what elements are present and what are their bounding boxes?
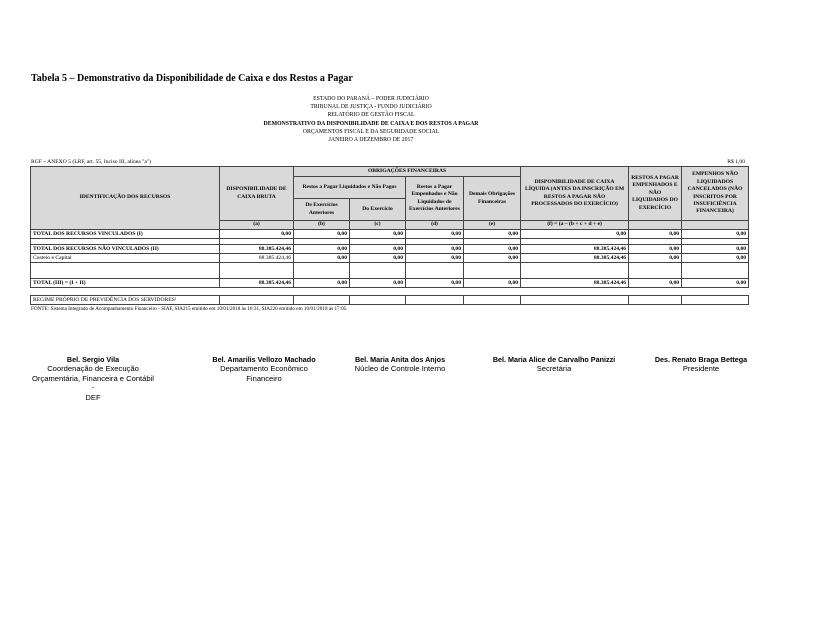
cell-value: 0,00 bbox=[682, 230, 749, 239]
table-row bbox=[31, 296, 749, 305]
row-label: TOTAL (III) = (I + II) bbox=[31, 279, 220, 288]
cell-value: 0,00 bbox=[294, 279, 350, 288]
source-note: FONTE: Sistema Integrado de Acompanhamento Financeiro - SIAF, SIA215 emitido em 10/01/2018 às 16:31, SIA220 emitido em 10/01/2018 às 17:05. bbox=[31, 306, 348, 312]
cell-value: 0,00 bbox=[682, 254, 749, 263]
signatory-name: Bel. Sergio Vila bbox=[66, 355, 120, 364]
header-line: DEMONSTRATIVO DA DISPONIBILIDADE DE CAIXA E DOS RESTOS A PAGAR bbox=[263, 120, 479, 127]
col-header-exercicios-anteriores: De Exercícios Anteriores bbox=[294, 199, 350, 221]
cell-value: 0,00 bbox=[629, 245, 682, 254]
cell-value: 0,00 bbox=[350, 245, 406, 254]
cell-value: 0,00 bbox=[294, 230, 350, 239]
cell-value: 0,00 bbox=[464, 230, 521, 239]
cell-value: 0,00 bbox=[629, 254, 682, 263]
cell-value: 0,00 bbox=[629, 230, 682, 239]
currency-unit: R$ 1,00 bbox=[727, 159, 745, 165]
signatory-role: Coordenação de Execução bbox=[47, 364, 139, 374]
col-header-disponibilidade: DISPONIBILIDADE DE CAIXA BRUTA bbox=[220, 167, 294, 221]
cell-value: 0,00 bbox=[220, 230, 294, 239]
col-label-b: (b) bbox=[294, 221, 350, 230]
regime-table bbox=[30, 295, 749, 305]
row-label: TOTAL DOS RECURSOS NÃO VINCULADOS (II) bbox=[31, 245, 220, 254]
cell-value: 0,00 bbox=[350, 254, 406, 263]
cell-value: 88.385.424,46 bbox=[521, 245, 629, 254]
signature-block bbox=[342, 355, 458, 374]
cash-availability-table bbox=[30, 166, 749, 288]
cell-value: 0,00 bbox=[350, 279, 406, 288]
page-title: Tabela 5 – Demonstrativo da Disponibilidade de Caixa e dos Restos a Pagar bbox=[31, 73, 353, 84]
signatory-role: Orçamentária, Financeira e Contábil - bbox=[32, 373, 154, 393]
cell-value: 0,00 bbox=[464, 254, 521, 263]
signatory-name: Bel. Maria Alice de Carvalho Panizzi bbox=[492, 355, 616, 364]
signatory-name: Des. Renato Braga Bettega bbox=[654, 355, 748, 364]
cell-value: 0,00 bbox=[406, 254, 464, 263]
row-label: Custeio e Capital bbox=[31, 254, 220, 263]
signatory-role: Departamento Econômico bbox=[220, 364, 308, 374]
signatory-role: Secretária bbox=[536, 364, 572, 374]
col-header-identificacao: IDENTIFICAÇÃO DOS RECURSOS bbox=[31, 167, 220, 230]
spacer-row bbox=[31, 263, 749, 279]
table-row bbox=[31, 254, 749, 263]
cell-value: 88.385.424,46 bbox=[220, 245, 294, 254]
col-header-demais: Demais Obrigações Financeiras bbox=[464, 177, 521, 221]
signatory-role: Financeiro bbox=[246, 373, 282, 383]
cell-value: 0,00 bbox=[406, 279, 464, 288]
cell-value: 0,00 bbox=[464, 279, 521, 288]
table-row bbox=[31, 245, 749, 254]
col-label-c: (c) bbox=[350, 221, 406, 230]
col-header-restos-liquidados: Restos a Pagar Liquidados e Não Pagos bbox=[294, 177, 406, 199]
signature-block bbox=[30, 355, 156, 402]
row-label: TOTAL DOS RECURSOS VINCULADOS (I) bbox=[31, 230, 220, 239]
col-label-blank bbox=[682, 221, 749, 230]
report-header bbox=[150, 95, 592, 144]
header-line: TRIBUNAL DE JUSTIÇA - FUNDO JUDICIÁRIO bbox=[310, 104, 432, 111]
cell-value: 88.385.424,46 bbox=[521, 254, 629, 263]
col-label-blank bbox=[629, 221, 682, 230]
cell-value: 0,00 bbox=[521, 230, 629, 239]
cell-value: 88.385.424,46 bbox=[521, 279, 629, 288]
table-row bbox=[31, 279, 749, 288]
cell-value: 0,00 bbox=[294, 254, 350, 263]
signature-block bbox=[196, 355, 332, 383]
col-header-do-exercicio: Do Exercício bbox=[350, 199, 406, 221]
col-label-f: (f) = (a – (b + c + d + e) bbox=[521, 221, 629, 230]
col-header-restos-empenhados: Restos a Pagar Empenhados e Não Liquidados de Exercícios Anteriores bbox=[406, 177, 464, 221]
regime-label: REGIME PRÓPRIO DE PREVIDÊNCIA DOS SERVIDORES¹ bbox=[31, 296, 220, 305]
cell-value: 0,00 bbox=[682, 245, 749, 254]
header-line: RELATÓRIO DE GESTÃO FISCAL bbox=[327, 112, 415, 119]
signatory-role: DEF bbox=[85, 392, 101, 402]
header-line: ESTADO DO PARANÁ – PODER JUDICIÁRIO bbox=[313, 96, 429, 102]
cell-value: 0,00 bbox=[294, 245, 350, 254]
cell-value: 0,00 bbox=[629, 279, 682, 288]
annex-reference: RGF – ANEXO 5 (LRF, art. 55, Inciso III, alínea "a") bbox=[31, 159, 152, 165]
header-line: ORÇAMENTOS FISCAL E DA SEGURIDADE SOCIAL bbox=[302, 128, 440, 135]
col-label-e: (e) bbox=[464, 221, 521, 230]
cell-value: 0,00 bbox=[406, 245, 464, 254]
table-row bbox=[31, 230, 749, 239]
cell-value: 0,00 bbox=[682, 279, 749, 288]
signatory-role: Núcleo de Controle Interno bbox=[354, 364, 446, 374]
col-header-disp-liquida: DISPONIBILIDADE DE CAIXA LÍQUIDA (ANTES DA INSCRIÇÃO EM RESTOS A PAGAR NÃO PROCESSADOS DO EXERCÍCIO) bbox=[521, 167, 629, 221]
cell-value: 88.385.424,46 bbox=[220, 254, 294, 263]
col-header-rp-empenhados: RESTOS A PAGAR EMPENHADOS E NÃO LIQUIDADOS DO EXERCÍCIO bbox=[629, 167, 682, 221]
signature-block bbox=[640, 355, 762, 374]
cell-value: 0,00 bbox=[406, 230, 464, 239]
signatory-name: Bel. Amarilis Vellozo Machado bbox=[212, 355, 316, 364]
col-label-d: (d) bbox=[406, 221, 464, 230]
col-header-obrigacoes: OBRIGAÇÕES FINANCEIRAS bbox=[294, 167, 521, 177]
cell-value: 0,00 bbox=[464, 245, 521, 254]
cell-value: 88.385.424,46 bbox=[220, 279, 294, 288]
col-label-a: (a) bbox=[220, 221, 294, 230]
signatory-name: Bel. Maria Anita dos Anjos bbox=[354, 355, 446, 364]
signature-block bbox=[478, 355, 630, 374]
header-line: JANEIRO A DEZEMBRO DE 2017 bbox=[328, 137, 414, 144]
col-header-empenhos-cancelados: EMPENHOS NÃO LIQUIDADOS CANCELADOS (NÃO INSCRITOS POR INSUFICIÊNCIA FINANCEIRA) bbox=[682, 167, 749, 221]
cell-value: 0,00 bbox=[350, 230, 406, 239]
signatory-role: Presidente bbox=[682, 364, 720, 374]
